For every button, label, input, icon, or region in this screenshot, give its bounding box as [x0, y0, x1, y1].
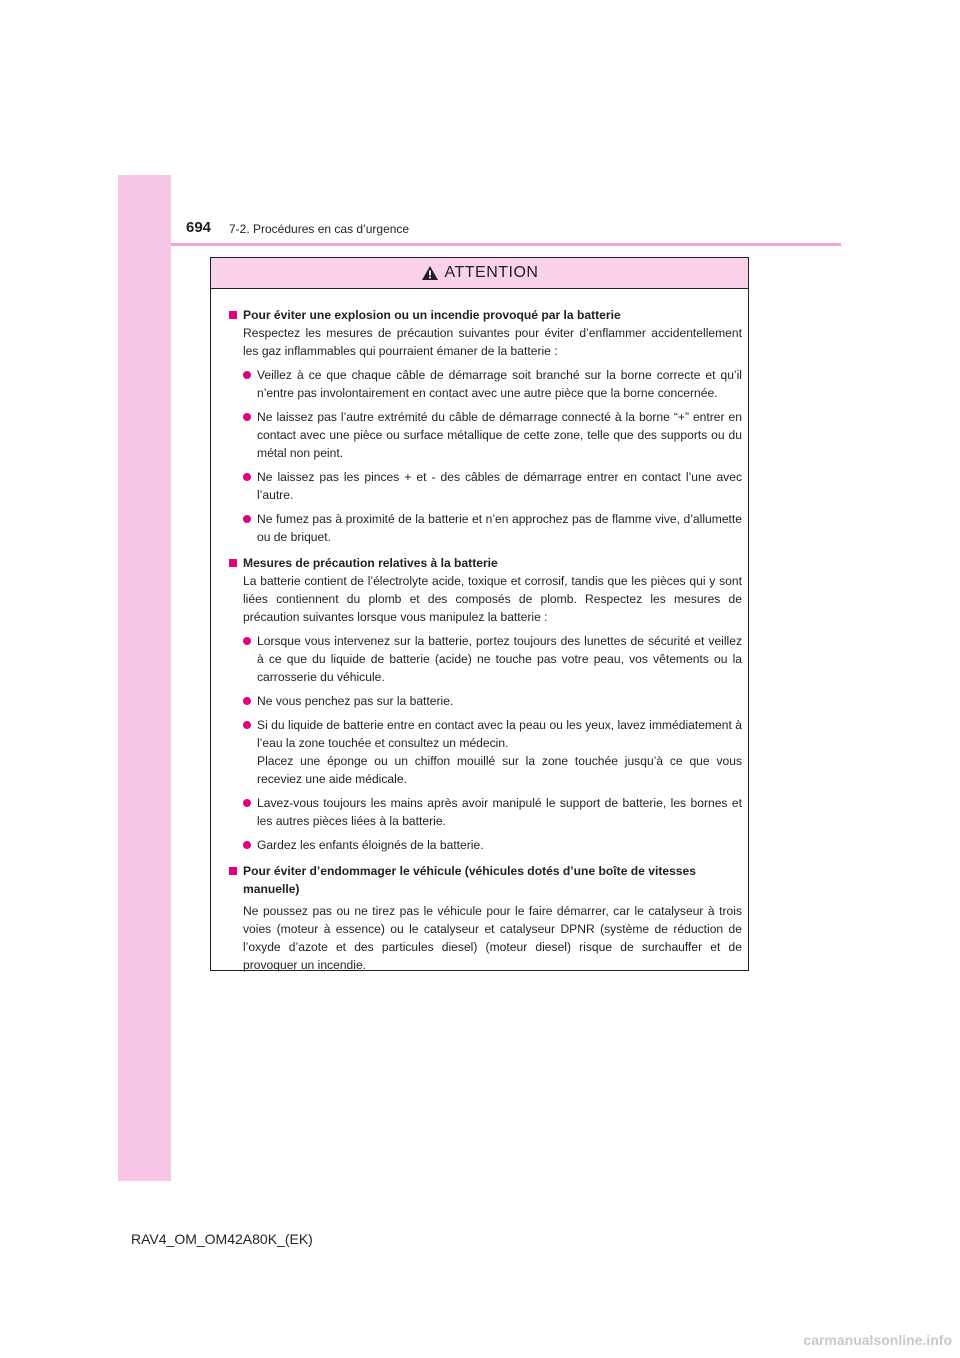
- round-bullet-icon: [243, 473, 251, 481]
- attention-header: [211, 258, 748, 289]
- round-bullet-icon: [243, 637, 251, 645]
- list-item: Ne laissez pas l’autre extrémité du câble de démarrage connecté à la borne “+” entrer en contact avec une pièce ou surface métallique de cette zone, telle que des supports ou du métal non peint.: [243, 408, 742, 462]
- round-bullet-icon: [243, 413, 251, 421]
- warning-triangle-icon: [421, 265, 439, 281]
- page-number: 694: [186, 219, 212, 236]
- attention-box: [210, 257, 749, 971]
- watermark-text: carmanualsonline.info: [803, 1332, 952, 1348]
- round-bullet-icon: [243, 697, 251, 705]
- list-item: Lavez-vous toujours les mains après avoir manipulé le support de batterie, les bornes et les autres pièces liées à la batterie.: [243, 794, 742, 830]
- attention-title: ATTENTION: [444, 264, 539, 281]
- round-bullet-icon: [243, 371, 251, 379]
- list-item: Lorsque vous intervenez sur la batterie, portez toujours des lunettes de sécurité et veillez à ce que du liquide de batterie (acide) ne touche pas votre peau, vos vêtements ou la carrosserie du véhicule.: [243, 632, 742, 686]
- section-intro: Ne poussez pas ou ne tirez pas le véhicule pour le faire démarrer, car le catalyseur à trois voies (moteur à essence) ou le catalyseur et catalyseur DPNR (système de réduction de l’oxyde d’azote et des particules diesel) (moteur diesel) risque de surchauffer et de provoquer un incendie.: [243, 904, 742, 972]
- section-title: 7-2. Procédures en cas d’urgence: [229, 222, 410, 236]
- page-sidebar-tab: [118, 175, 171, 1181]
- section-heading: Pour éviter une explosion ou un incendie provoqué par la batterie: [229, 306, 742, 324]
- section-heading: Pour éviter d’endommager le véhicule (véhicules dotés d’une boîte de vitesses manuelle): [229, 862, 742, 898]
- round-bullet-icon: [243, 799, 251, 807]
- section-intro: Respectez les mesures de précaution suivantes pour éviter d’enflammer accidentellement les gaz inflammables qui pourraient émaner de la batterie :: [243, 326, 742, 358]
- square-bullet-icon: [229, 559, 237, 567]
- section-heading: Mesures de précaution relatives à la batterie: [229, 554, 742, 572]
- square-bullet-icon: [229, 867, 237, 875]
- round-bullet-icon: [243, 515, 251, 523]
- square-bullet-icon: [229, 311, 237, 319]
- list-item: Veillez à ce que chaque câble de démarrage soit branché sur la borne correcte et qu’il n’entre pas involontairement en contact avec une autre pièce que la borne concernée.: [243, 366, 742, 402]
- document-code: RAV4_OM_OM42A80K_(EK): [131, 1231, 313, 1247]
- attention-body: [211, 289, 748, 974]
- list-item: Si du liquide de batterie entre en contact avec la peau ou les yeux, lavez immédiatement à l’eau la zone touchée et consultez un médecin. Placez une éponge ou un chiffon mouillé sur la zone touchée jusqu’à ce que vous receviez une aide médicale.: [243, 716, 742, 788]
- header-rule: [171, 243, 841, 246]
- list-item: Ne vous penchez pas sur la batterie.: [243, 692, 742, 710]
- round-bullet-icon: [243, 721, 251, 729]
- list-item: Ne laissez pas les pinces + et - des câbles de démarrage entrer en contact l’une avec l’autre.: [243, 468, 742, 504]
- list-item: Gardez les enfants éloignés de la batterie.: [243, 836, 742, 854]
- round-bullet-icon: [243, 841, 251, 849]
- list-item: Ne fumez pas à proximité de la batterie et n’en approchez pas de flamme vive, d’allumette ou de briquet.: [243, 510, 742, 546]
- section-intro: La batterie contient de l’électrolyte acide, toxique et corrosif, tandis que les pièces qui y sont liées contiennent du plomb et des composés de plomb. Respectez les mesures de précaution suivantes lorsque vous manipulez la batterie :: [243, 574, 742, 624]
